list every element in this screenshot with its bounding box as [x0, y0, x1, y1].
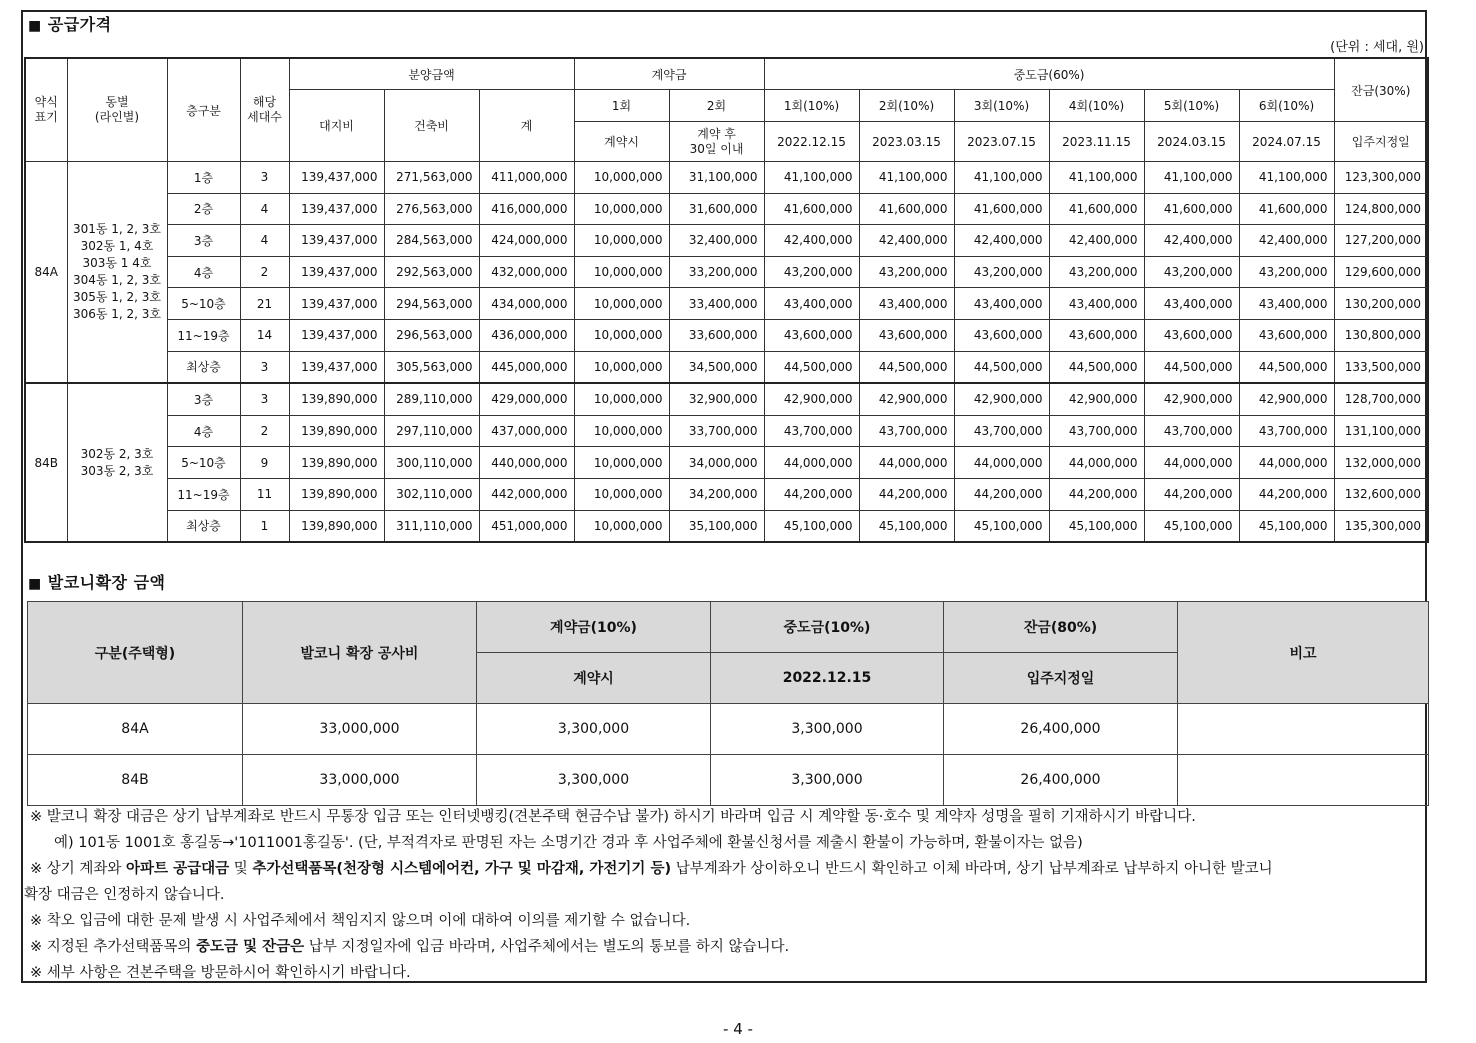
- amount-cell: 45,100,000: [954, 510, 1049, 542]
- amount-cell: 43,200,000: [764, 256, 859, 288]
- amount-cell: 44,200,000: [1144, 478, 1239, 510]
- amount-cell: 42,900,000: [764, 383, 859, 415]
- amount-cell: 45,100,000: [859, 510, 954, 542]
- amount-cell: 139,890,000: [289, 383, 384, 415]
- amount-cell: 31,600,000: [669, 193, 764, 225]
- balcony-amount-cell: 3,300,000: [477, 704, 711, 755]
- table-row: [28, 755, 1429, 806]
- balcony-header-contract-date: 계약시: [477, 653, 711, 704]
- households-cell: 4: [240, 225, 289, 257]
- amount-cell: 41,100,000: [1144, 162, 1239, 194]
- households-cell: 1: [240, 510, 289, 542]
- amount-cell: 41,600,000: [954, 193, 1049, 225]
- amount-cell: 128,700,000: [1334, 383, 1428, 415]
- amount-cell: 35,100,000: [669, 510, 764, 542]
- header-floor: 층구분: [167, 58, 240, 162]
- floor-cell: 5~10층: [167, 288, 240, 320]
- header-middle-2-date: 2023.03.15: [859, 122, 954, 162]
- amount-cell: 32,400,000: [669, 225, 764, 257]
- amount-cell: 43,400,000: [859, 288, 954, 320]
- amount-cell: 42,900,000: [1144, 383, 1239, 415]
- balcony-amount-cell: 33,000,000: [243, 755, 477, 806]
- amount-cell: 43,700,000: [1049, 415, 1144, 447]
- amount-cell: 44,200,000: [859, 478, 954, 510]
- header-middle-1-date: 2022.12.15: [764, 122, 859, 162]
- amount-cell: 429,000,000: [479, 383, 574, 415]
- amount-cell: 445,000,000: [479, 351, 574, 383]
- balcony-amount-cell: 3,300,000: [711, 704, 944, 755]
- header-contract-1-date: 계약시: [574, 122, 669, 162]
- amount-cell: 10,000,000: [574, 193, 669, 225]
- table-row: [25, 193, 1428, 225]
- amount-cell: 297,110,000: [384, 415, 479, 447]
- amount-cell: 442,000,000: [479, 478, 574, 510]
- unit-type-cell: 84A: [25, 162, 67, 384]
- amount-cell: 43,600,000: [1144, 319, 1239, 351]
- amount-cell: 32,900,000: [669, 383, 764, 415]
- header-contract-2: 2회: [669, 90, 764, 122]
- header-middle-1: 1회(10%): [764, 90, 859, 122]
- floor-cell: 최상층: [167, 510, 240, 542]
- amount-cell: 10,000,000: [574, 415, 669, 447]
- header-contract-1: 1회: [574, 90, 669, 122]
- amount-cell: 289,110,000: [384, 383, 479, 415]
- amount-cell: 44,200,000: [764, 478, 859, 510]
- balcony-amount-cell: 26,400,000: [944, 755, 1178, 806]
- header-type: 약식 표기: [25, 58, 67, 162]
- households-cell: 3: [240, 162, 289, 194]
- header-contract-2-date: 계약 후 30일 이내: [669, 122, 764, 162]
- amount-cell: 294,563,000: [384, 288, 479, 320]
- households-cell: 21: [240, 288, 289, 320]
- amount-cell: 123,300,000: [1334, 162, 1428, 194]
- amount-cell: 42,900,000: [1239, 383, 1334, 415]
- balcony-header-contract: 계약금(10%): [477, 602, 711, 653]
- unit-label: (단위 : 세대, 원): [1330, 40, 1424, 55]
- amount-cell: 33,600,000: [669, 319, 764, 351]
- dong-cell: 302동 2, 3호 303동 2, 3호: [67, 383, 167, 542]
- amount-cell: 42,400,000: [764, 225, 859, 257]
- amount-cell: 43,700,000: [1144, 415, 1239, 447]
- amount-cell: 296,563,000: [384, 319, 479, 351]
- header-middle-6: 6회(10%): [1239, 90, 1334, 122]
- note-1: ※ 발코니 확장 대금은 상기 납부계좌로 반드시 무통장 입금 또는 인터넷뱅킹(견본주택 현금수납 불가) 하시기 바라며 입금 시 계약할 동·호수 및 계약자 성명을 필히 기재하시기 바랍니다.: [30, 809, 1196, 825]
- header-middle-3: 3회(10%): [954, 90, 1049, 122]
- floor-cell: 1층: [167, 162, 240, 194]
- amount-cell: 139,890,000: [289, 447, 384, 479]
- amount-cell: 133,500,000: [1334, 351, 1428, 383]
- balcony-header-note: 비고: [1178, 602, 1429, 704]
- balcony-body: [28, 704, 1429, 806]
- square-bullet-icon: ■: [28, 576, 42, 592]
- balcony-header-type: 구분(주택형): [28, 602, 243, 704]
- households-cell: 3: [240, 351, 289, 383]
- header-contract: 계약금: [574, 58, 764, 90]
- households-cell: 11: [240, 478, 289, 510]
- amount-cell: 139,890,000: [289, 415, 384, 447]
- amount-cell: 139,437,000: [289, 288, 384, 320]
- amount-cell: 135,300,000: [1334, 510, 1428, 542]
- balcony-type-cell: 84A: [28, 704, 243, 755]
- households-cell: 14: [240, 319, 289, 351]
- amount-cell: 44,500,000: [1239, 351, 1334, 383]
- amount-cell: 302,110,000: [384, 478, 479, 510]
- floor-cell: 5~10층: [167, 447, 240, 479]
- header-middle-5: 5회(10%): [1144, 90, 1239, 122]
- amount-cell: 42,400,000: [1049, 225, 1144, 257]
- amount-cell: 42,900,000: [954, 383, 1049, 415]
- amount-cell: 130,200,000: [1334, 288, 1428, 320]
- balcony-type-cell: 84B: [28, 755, 243, 806]
- amount-cell: 139,437,000: [289, 193, 384, 225]
- table-row: [25, 162, 1428, 194]
- amount-cell: 43,200,000: [859, 256, 954, 288]
- households-cell: 2: [240, 415, 289, 447]
- amount-cell: 41,100,000: [1239, 162, 1334, 194]
- amount-cell: 10,000,000: [574, 351, 669, 383]
- notes: [24, 804, 1410, 986]
- amount-cell: 42,900,000: [859, 383, 954, 415]
- table-row: [25, 256, 1428, 288]
- amount-cell: 45,100,000: [1049, 510, 1144, 542]
- amount-cell: 411,000,000: [479, 162, 574, 194]
- amount-cell: 434,000,000: [479, 288, 574, 320]
- header-middle-3-date: 2023.07.15: [954, 122, 1049, 162]
- balcony-header-middle: 중도금(10%): [711, 602, 944, 653]
- note-2-cont: 확장 대금은 인정하지 않습니다.: [24, 887, 225, 903]
- header-building: 건축비: [384, 90, 479, 162]
- amount-cell: 42,400,000: [1239, 225, 1334, 257]
- amount-cell: 41,100,000: [1049, 162, 1144, 194]
- households-cell: 3: [240, 383, 289, 415]
- amount-cell: 43,600,000: [764, 319, 859, 351]
- amount-cell: 276,563,000: [384, 193, 479, 225]
- header-balance-date: 입주지정일: [1334, 122, 1428, 162]
- floor-cell: 4층: [167, 415, 240, 447]
- amount-cell: 42,400,000: [859, 225, 954, 257]
- table-row: [25, 351, 1428, 383]
- note-3: ※ 착오 입금에 대한 문제 발생 시 사업주체에서 책임지지 않으며 이에 대하여 이의를 제기할 수 없습니다.: [30, 913, 691, 929]
- amount-cell: 44,000,000: [764, 447, 859, 479]
- amount-cell: 44,200,000: [954, 478, 1049, 510]
- amount-cell: 139,890,000: [289, 478, 384, 510]
- note-4: ※ 지정된 추가선택품목의 중도금 및 잔금은 납부 지정일자에 입금 바라며, 사업주체에서는 별도의 통보를 하지 않습니다.: [30, 939, 790, 955]
- amount-cell: 305,563,000: [384, 351, 479, 383]
- amount-cell: 43,600,000: [1239, 319, 1334, 351]
- balcony-table: [27, 601, 1429, 806]
- amount-cell: 44,000,000: [954, 447, 1049, 479]
- amount-cell: 424,000,000: [479, 225, 574, 257]
- amount-cell: 44,000,000: [1049, 447, 1144, 479]
- header-balance: 잔금(30%): [1334, 58, 1428, 122]
- table-row: [25, 383, 1428, 415]
- table-row: [25, 319, 1428, 351]
- amount-cell: 129,600,000: [1334, 256, 1428, 288]
- amount-cell: 10,000,000: [574, 383, 669, 415]
- amount-cell: 34,000,000: [669, 447, 764, 479]
- amount-cell: 43,200,000: [1239, 256, 1334, 288]
- header-households: 해당 세대수: [240, 58, 289, 162]
- amount-cell: 43,600,000: [859, 319, 954, 351]
- amount-cell: 10,000,000: [574, 256, 669, 288]
- amount-cell: 42,400,000: [954, 225, 1049, 257]
- amount-cell: 45,100,000: [1239, 510, 1334, 542]
- amount-cell: 292,563,000: [384, 256, 479, 288]
- amount-cell: 41,600,000: [764, 193, 859, 225]
- amount-cell: 10,000,000: [574, 319, 669, 351]
- amount-cell: 127,200,000: [1334, 225, 1428, 257]
- amount-cell: 139,437,000: [289, 225, 384, 257]
- header-total: 계: [479, 90, 574, 162]
- balcony-amount-cell: 3,300,000: [711, 755, 944, 806]
- amount-cell: 139,437,000: [289, 319, 384, 351]
- amount-cell: 33,700,000: [669, 415, 764, 447]
- amount-cell: 43,700,000: [1239, 415, 1334, 447]
- amount-cell: 34,500,000: [669, 351, 764, 383]
- balcony-note-cell: [1178, 704, 1429, 755]
- table-row: [25, 225, 1428, 257]
- amount-cell: 44,000,000: [1239, 447, 1334, 479]
- amount-cell: 42,900,000: [1049, 383, 1144, 415]
- table-row: [25, 288, 1428, 320]
- amount-cell: 451,000,000: [479, 510, 574, 542]
- amount-cell: 271,563,000: [384, 162, 479, 194]
- amount-cell: 33,200,000: [669, 256, 764, 288]
- amount-cell: 43,400,000: [764, 288, 859, 320]
- amount-cell: 31,100,000: [669, 162, 764, 194]
- floor-cell: 최상층: [167, 351, 240, 383]
- amount-cell: 44,500,000: [1144, 351, 1239, 383]
- amount-cell: 41,100,000: [764, 162, 859, 194]
- amount-cell: 436,000,000: [479, 319, 574, 351]
- header-sale-price: 분양금액: [289, 58, 574, 90]
- amount-cell: 124,800,000: [1334, 193, 1428, 225]
- note-2: ※ 상기 계좌와 아파트 공급대금 및 추가선택품목(천장형 시스템에어컨, 가구 및 마감재, 가전기기 등) 납부계좌가 상이하오니 반드시 확인하고 이체 바라며, 상기 납부계좌로 납부하지 아니한 발코니: [30, 861, 1273, 877]
- amount-cell: 10,000,000: [574, 288, 669, 320]
- floor-cell: 3층: [167, 225, 240, 257]
- amount-cell: 43,600,000: [1049, 319, 1144, 351]
- amount-cell: 130,800,000: [1334, 319, 1428, 351]
- amount-cell: 311,110,000: [384, 510, 479, 542]
- amount-cell: 43,600,000: [954, 319, 1049, 351]
- amount-cell: 44,200,000: [1049, 478, 1144, 510]
- section-title-balcony: ■ 발코니확장 금액: [28, 573, 166, 592]
- balcony-amount-cell: 3,300,000: [477, 755, 711, 806]
- amount-cell: 43,400,000: [1144, 288, 1239, 320]
- page-number: - 4 -: [723, 1020, 753, 1038]
- amount-cell: 132,600,000: [1334, 478, 1428, 510]
- amount-cell: 300,110,000: [384, 447, 479, 479]
- amount-cell: 43,700,000: [764, 415, 859, 447]
- note-1-example: 예) 101동 1001호 홍길동→'1011001홍길동'. (단, 부적격자로 판명된 자는 소명기간 경과 후 사업주체에 환불신청서를 제출시 환불이 가능하며, 환불이자는 없음): [54, 835, 1083, 851]
- amount-cell: 437,000,000: [479, 415, 574, 447]
- amount-cell: 43,200,000: [1049, 256, 1144, 288]
- amount-cell: 139,437,000: [289, 256, 384, 288]
- amount-cell: 139,437,000: [289, 351, 384, 383]
- square-bullet-icon: ■: [28, 18, 42, 34]
- header-middle-6-date: 2024.07.15: [1239, 122, 1334, 162]
- floor-cell: 2층: [167, 193, 240, 225]
- amount-cell: 43,400,000: [954, 288, 1049, 320]
- balcony-note-cell: [1178, 755, 1429, 806]
- balcony-header-balance-date: 입주지정일: [944, 653, 1178, 704]
- amount-cell: 44,200,000: [1239, 478, 1334, 510]
- header-dong: 동별 (라인별): [67, 58, 167, 162]
- amount-cell: 33,400,000: [669, 288, 764, 320]
- unit-type-cell: 84B: [25, 383, 67, 542]
- header-middle-2: 2회(10%): [859, 90, 954, 122]
- amount-cell: 10,000,000: [574, 478, 669, 510]
- amount-cell: 43,400,000: [1049, 288, 1144, 320]
- amount-cell: 131,100,000: [1334, 415, 1428, 447]
- amount-cell: 10,000,000: [574, 447, 669, 479]
- header-middle-4-date: 2023.11.15: [1049, 122, 1144, 162]
- amount-cell: 43,400,000: [1239, 288, 1334, 320]
- amount-cell: 41,600,000: [859, 193, 954, 225]
- table-row: [25, 478, 1428, 510]
- amount-cell: 41,100,000: [954, 162, 1049, 194]
- amount-cell: 42,400,000: [1144, 225, 1239, 257]
- amount-cell: 10,000,000: [574, 510, 669, 542]
- amount-cell: 10,000,000: [574, 162, 669, 194]
- amount-cell: 10,000,000: [574, 225, 669, 257]
- amount-cell: 43,700,000: [954, 415, 1049, 447]
- floor-cell: 3층: [167, 383, 240, 415]
- balcony-header-cost: 발코니 확장 공사비: [243, 602, 477, 704]
- floor-cell: 11~19층: [167, 319, 240, 351]
- amount-cell: 34,200,000: [669, 478, 764, 510]
- households-cell: 4: [240, 193, 289, 225]
- amount-cell: 45,100,000: [764, 510, 859, 542]
- amount-cell: 440,000,000: [479, 447, 574, 479]
- amount-cell: 44,000,000: [859, 447, 954, 479]
- supply-price-table: [24, 57, 1429, 543]
- header-middle-5-date: 2024.03.15: [1144, 122, 1239, 162]
- amount-cell: 41,600,000: [1144, 193, 1239, 225]
- balcony-amount-cell: 33,000,000: [243, 704, 477, 755]
- header-land: 대지비: [289, 90, 384, 162]
- amount-cell: 44,500,000: [859, 351, 954, 383]
- amount-cell: 41,600,000: [1049, 193, 1144, 225]
- header-middle-4: 4회(10%): [1049, 90, 1144, 122]
- supply-price-body: [25, 162, 1428, 543]
- amount-cell: 416,000,000: [479, 193, 574, 225]
- note-5: ※ 세부 사항은 견본주택을 방문하시어 확인하시기 바랍니다.: [30, 965, 411, 981]
- amount-cell: 44,500,000: [954, 351, 1049, 383]
- floor-cell: 4층: [167, 256, 240, 288]
- header-middle: 중도금(60%): [764, 58, 1334, 90]
- households-cell: 2: [240, 256, 289, 288]
- balcony-amount-cell: 26,400,000: [944, 704, 1178, 755]
- amount-cell: 43,200,000: [954, 256, 1049, 288]
- table-row: [25, 415, 1428, 447]
- households-cell: 9: [240, 447, 289, 479]
- balcony-header-balance: 잔금(80%): [944, 602, 1178, 653]
- amount-cell: 41,600,000: [1239, 193, 1334, 225]
- table-row: [25, 510, 1428, 542]
- amount-cell: 284,563,000: [384, 225, 479, 257]
- amount-cell: 432,000,000: [479, 256, 574, 288]
- amount-cell: 43,700,000: [859, 415, 954, 447]
- amount-cell: 44,000,000: [1144, 447, 1239, 479]
- section-title-supply-price: ■ 공급가격: [28, 15, 112, 34]
- dong-cell: 301동 1, 2, 3호 302동 1, 4호 303동 1 4호 304동 1, 2, 3호 305동 1, 2, 3호 306동 1, 2, 3호: [67, 162, 167, 384]
- table-row: [25, 447, 1428, 479]
- amount-cell: 43,200,000: [1144, 256, 1239, 288]
- amount-cell: 44,500,000: [1049, 351, 1144, 383]
- amount-cell: 139,890,000: [289, 510, 384, 542]
- amount-cell: 139,437,000: [289, 162, 384, 194]
- amount-cell: 45,100,000: [1144, 510, 1239, 542]
- floor-cell: 11~19층: [167, 478, 240, 510]
- amount-cell: 132,000,000: [1334, 447, 1428, 479]
- table-row: [28, 704, 1429, 755]
- amount-cell: 44,500,000: [764, 351, 859, 383]
- balcony-header-middle-date: 2022.12.15: [711, 653, 944, 704]
- amount-cell: 41,100,000: [859, 162, 954, 194]
